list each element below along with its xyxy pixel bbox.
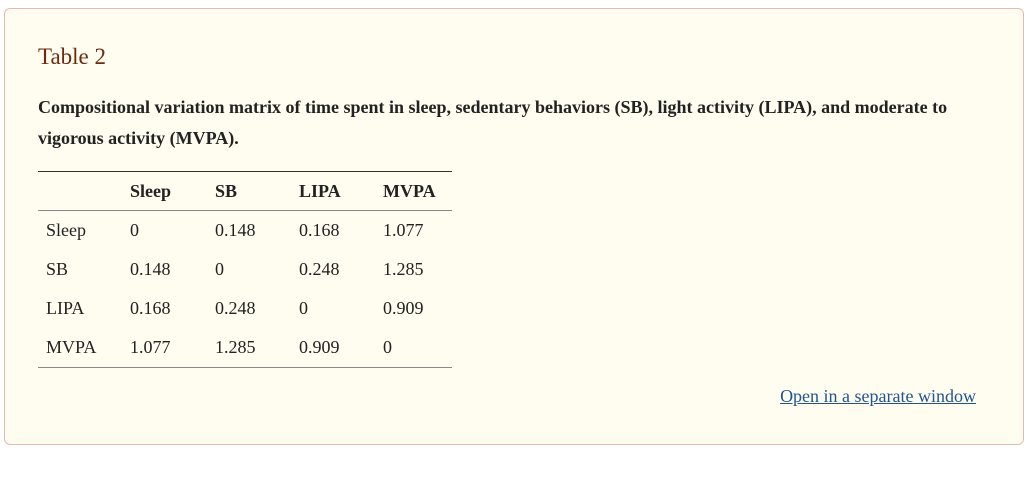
table-row (38, 328, 452, 368)
table-cell: 0.168 (299, 220, 340, 240)
table-row (38, 289, 452, 328)
table-row (38, 250, 452, 289)
header-cell-corner (38, 172, 122, 211)
table-caption: Compositional variation matrix of time spent in sleep, sedentary behaviors (SB), light activity (LIPA), and moderate to vigorous activity (MVPA). (38, 97, 948, 148)
table-cell: 0.909 (383, 298, 424, 318)
header-cell-sleep: Sleep (130, 180, 172, 201)
table-row (38, 211, 452, 251)
table-title: Table 2 (38, 44, 107, 69)
table-header-row (38, 172, 452, 211)
row-label: MVPA (46, 337, 97, 357)
row-label: Sleep (46, 220, 86, 240)
table-cell: 1.077 (383, 220, 424, 240)
table-cell: 1.285 (383, 259, 424, 279)
table-cell: 0.148 (130, 259, 171, 279)
table-cell: 0.248 (215, 298, 256, 318)
table-cell: 0.909 (299, 337, 340, 357)
table-cell: 0 (383, 337, 392, 357)
table-panel (4, 8, 1024, 445)
variation-matrix-table (38, 171, 452, 368)
table-cell: 0.248 (299, 259, 340, 279)
table-cell: 1.077 (130, 337, 171, 357)
open-separate-window-link[interactable]: Open in a separate window (780, 386, 976, 406)
table-cell: 0.148 (215, 220, 256, 240)
table-cell: 1.285 (215, 337, 256, 357)
header-cell-mvpa: MVPA (383, 180, 436, 201)
header-cell-lipa: LIPA (299, 180, 341, 201)
row-label: SB (46, 259, 69, 279)
table-cell: 0 (130, 220, 139, 240)
table-cell: 0 (215, 259, 224, 279)
table-cell: 0.168 (130, 298, 171, 318)
header-cell-sb: SB (215, 180, 238, 201)
table-cell: 0 (299, 298, 308, 318)
row-label: LIPA (46, 298, 85, 318)
